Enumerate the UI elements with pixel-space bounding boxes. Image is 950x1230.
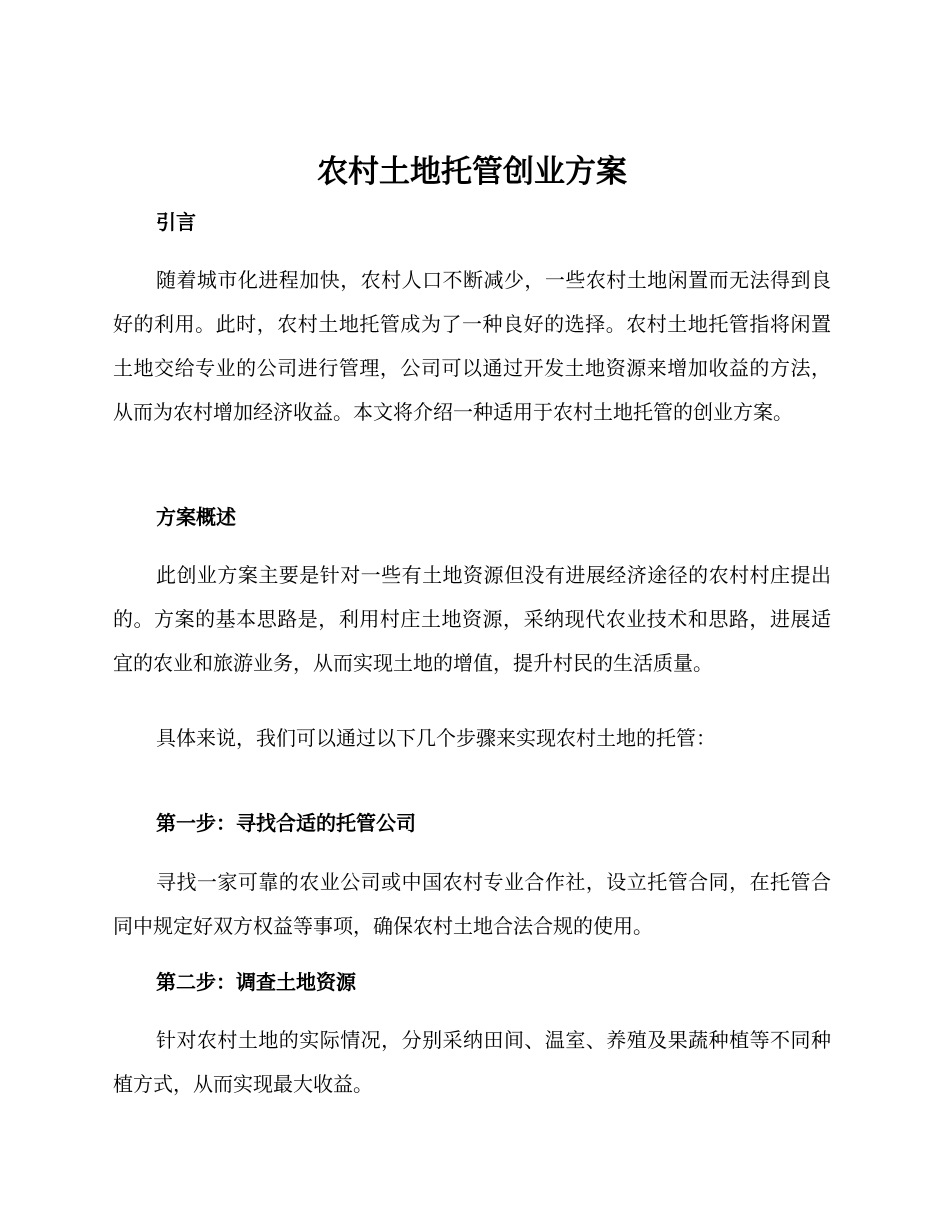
paragraph-intro: 随着城市化进程加快，农村人口不断减少，一些农村土地闲置而无法得到良好的利用。此时，农村土地托管成为了一种良好的选择。农村土地托管指将闲置土地交给专业的公司进行管理，公司可以通过开发土地资源来增加收益的方法，从而为农村增加经济收益。本文将介绍一种适用于农村土地托管的创业方案。 xyxy=(113,268,831,424)
document-title: 农村土地托管创业方案 xyxy=(317,154,627,190)
section-heading-overview: 方案概述 xyxy=(156,505,236,529)
section-heading-intro: 引言 xyxy=(156,210,196,234)
paragraph-overview-2: 具体来说，我们可以通过以下几个步骤来实现农村土地的托管： xyxy=(156,726,716,750)
section-heading-step-2: 第二步：调查土地资源 xyxy=(156,970,356,994)
paragraph-step-2: 针对农村土地的实际情况，分别采纳田间、温室、养殖及果蔬种植等不同种植方式，从而实现最大收益。 xyxy=(113,1028,831,1096)
paragraph-overview-1: 此创业方案主要是针对一些有土地资源但没有进展经济途径的农村村庄提出的。方案的基本思路是，利用村庄土地资源，采纳现代农业技术和思路，进展适宜的农业和旅游业务，从而实现土地的增值，提升村民的生活质量。 xyxy=(113,563,831,675)
paragraph-step-1: 寻找一家可靠的农业公司或中国农村专业合作社，设立托管合同，在托管合同中规定好双方权益等事项，确保农村土地合法合规的使用。 xyxy=(113,870,831,938)
section-heading-step-1: 第一步：寻找合适的托管公司 xyxy=(156,811,416,835)
